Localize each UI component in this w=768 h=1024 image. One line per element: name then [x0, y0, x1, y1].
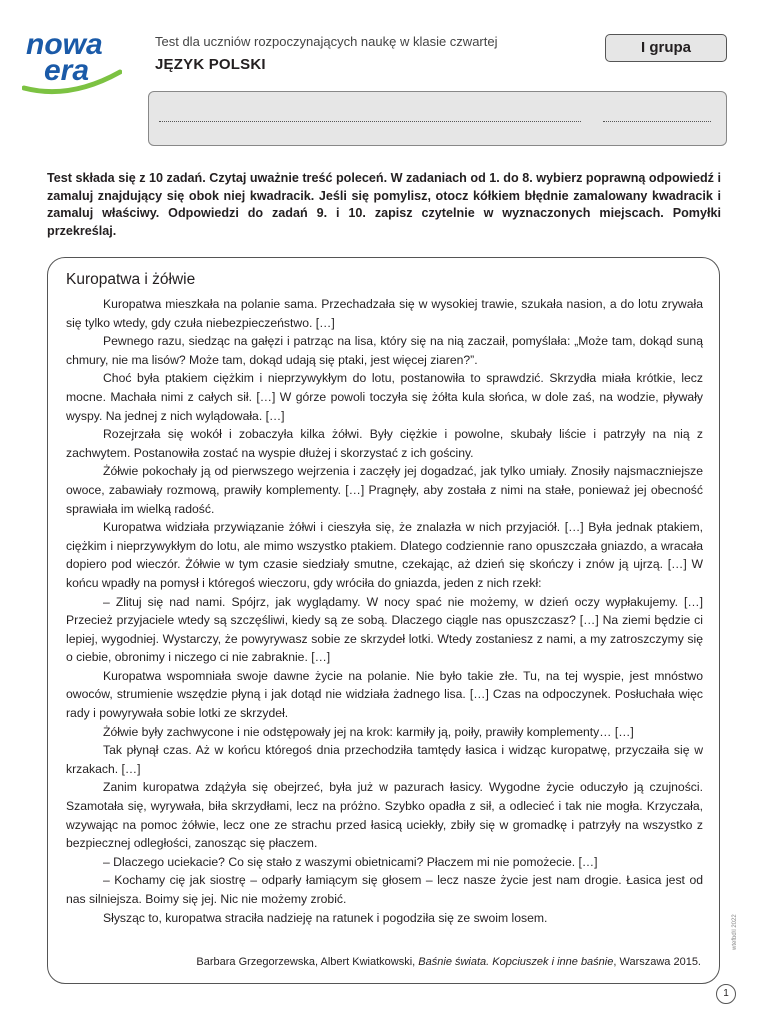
story-paragraph: – Dlaczego uciekacie? Co się stało z waszymi obietnicami? Płaczem mi nie pomożecie. […] [103, 854, 598, 869]
story-title: Kuropatwa i żółwie [66, 271, 196, 288]
story-paragraph: Żółwie pokochały ją od pierwszego wejrzenia i zaczęły jej dogadzać, jak tylko umiały. Znosiły najsmaczniejsze owoce, zabawiały rozmową, prawiły komplementy. […] Pragnęły, aby została z nimi na stałe, ponieważ jej obecność sprawiała im wielką radość. [66, 464, 703, 516]
group-badge: I grupa [605, 34, 727, 62]
story-paragraph: Żółwie były zachwycone i nie odstępowały jej na krok: karmiły ją, poiły, prawiły komplementy… […] [103, 724, 634, 739]
story-paragraph: Kuropatwa wspomniała swoje dawne życie na polanie. Nie było takie złe. Tu, na tej wyspie, jest mnóstwo owoców, strumienie wszędzie płyną i jak dotąd nie widziała żadnego lisa. […] Czas na odpoczynek. Posłuchała więc rady i powyrywała sobie lotki ze skrzydeł. [66, 668, 703, 721]
story-paragraph: Kuropatwa widziała przywiązanie żółwi i cieszyła się, że znalazła w nich przyjaciół. […] Była jednak ptakiem, ciężkim i nieprzywykłym do lotu, ale mimo wszystko ptakiem. Dlatego codziennie rano opuszczała gniazdo, a wracała dopiero pod wieczór. Żółwie w tym czasie siedziały smutne, czekając, aż dzień się skończy i znów ją ujrzą. […] W końcu wpadły na pomysł i któregoś wieczoru, gdy wróciła do gniazda, jeden z nich rzekł: [66, 520, 703, 590]
class-line[interactable] [603, 121, 711, 122]
logo-graphic [22, 28, 122, 98]
nowa-era-logo [22, 28, 122, 98]
page-number: 1 [716, 984, 736, 1004]
story-paragraph: Słysząc to, kuropatwa straciła nadzieję na ratunek i pogodziła się ze swoim losem. [103, 910, 548, 925]
story-paragraph: Pewnego razu, siedząc na gałęzi i patrząc na lisa, który się na nią zaczaił, pomyślała: „Może tam, dokąd suną chmury, nie ma lisów? Może tam, dokąd udają się ptaki, jest więcej ziaren?”. [66, 334, 703, 367]
subject-title: JĘZYK POLSKI [155, 56, 266, 73]
student-name-box[interactable] [148, 91, 727, 146]
story-paragraph: Choć była ptakiem ciężkim i nieprzywykłym do lotu, postanowiła to sprawdzić. Skrzydła miała krótkie, lecz mocne. Machała nimi z całych sił. […] W górze powoli toczyła się żółta kula słońca, w dole zaś, na wodzie, pływały wyspy. Na jednej z nich wylądowała. […] [66, 371, 703, 423]
story-paragraph: Rozejrzała się wokół i zobaczyła kilka żółwi. Były ciężkie i powolne, skubały liście i patrzyły na nią z zachwytem. Postanowiła zostać na wyspie dłużej i skorzystać z ich gościny. [66, 427, 703, 460]
story-paragraph: Zanim kuropatwa zdążyła się obejrzeć, była już w pazurach łasicy. Wygodne życie oduczyło ją czujności. Szamotała się, wyrywała, biła skrzydłami, lecz na próżno. Szybko opadła z sił, a odlecieć i tak nie mogła. Krzyczała, wzywając na pomoc żółwie, lecz one ze strachu przed łasicą uciekły, zbiły się w gromadkę i patrzyły na wszystko z bezpiecznej odległości, zanosząc się płaczem. [66, 780, 703, 851]
logo-line2: era [44, 54, 90, 87]
name-line[interactable] [159, 121, 581, 122]
story-paragraph: – Zlituj się nad nami. Spójrz, jak wyglądamy. W nocy spać nie możemy, w dzień oczy wypłakujemy. […] Przecież przyjaciele wtedy są szczęśliwi, kiedy są ze sobą. Dlaczego ciągle nas opuszczasz? […] Na ziemi będzie ci lepiej, wygodniej. Wystarczy, że powyrywasz sobie ze skrzydeł lotki. Wtedy zostaniesz z nami, a my zatroszczymy się o ciebie, obronimy i niczego ci nie zabraknie. […] [66, 594, 703, 665]
source-tail: , Warszawa 2015. [613, 956, 701, 968]
story-paragraph: Tak płynął czas. Aż w końcu któregoś dnia przechodziła tamtędy łasica i widząc kuropatwę, przyczaiła się w krzakach. […] [66, 743, 703, 776]
source-authors: Barbara Grzegorzewska, Albert Kwiatkowski, [196, 956, 419, 968]
logo-line1: nowa [26, 28, 103, 61]
story-paragraph: – Kochamy cię jak siostrę – odparły łamiącym się głosem – lecz nasze życie jest nam drogie. Łasica jest od nas silniejsza. Boimy się jej. Nic nie możemy zrobić. [66, 873, 703, 906]
story-source [196, 956, 701, 968]
story-paragraph: Kuropatwa mieszkała na polanie sama. Przechadzała się w wysokiej trawie, szukała nasion, a do lotu zrywała się tylko wtedy, gdy czuła niebezpieczeństwo. […] [66, 297, 703, 330]
story-text [66, 295, 703, 927]
print-code: wtefbd\l 2022 [732, 914, 738, 950]
story-box [47, 257, 720, 984]
test-subtitle: Test dla uczniów rozpoczynających naukę w klasie czwartej [155, 34, 498, 49]
source-title: Baśnie świata. Kopciuszek i inne baśnie [418, 956, 614, 968]
test-instructions: Test składa się z 10 zadań. Czytaj uważnie treść poleceń. W zadaniach od 1. do 8. wybierz poprawną odpowiedź i zamaluj znajdujący się obok niej kwadracik. Jeśli się pomylisz, otocz kółkiem błędnie zamalowany kwadracik i zamaluj właściwy. Odpowiedzi do zadań 9. i 10. zapisz czytelnie w wyznaczonych miejscach. Pomyłki przekreślaj. [47, 171, 721, 238]
